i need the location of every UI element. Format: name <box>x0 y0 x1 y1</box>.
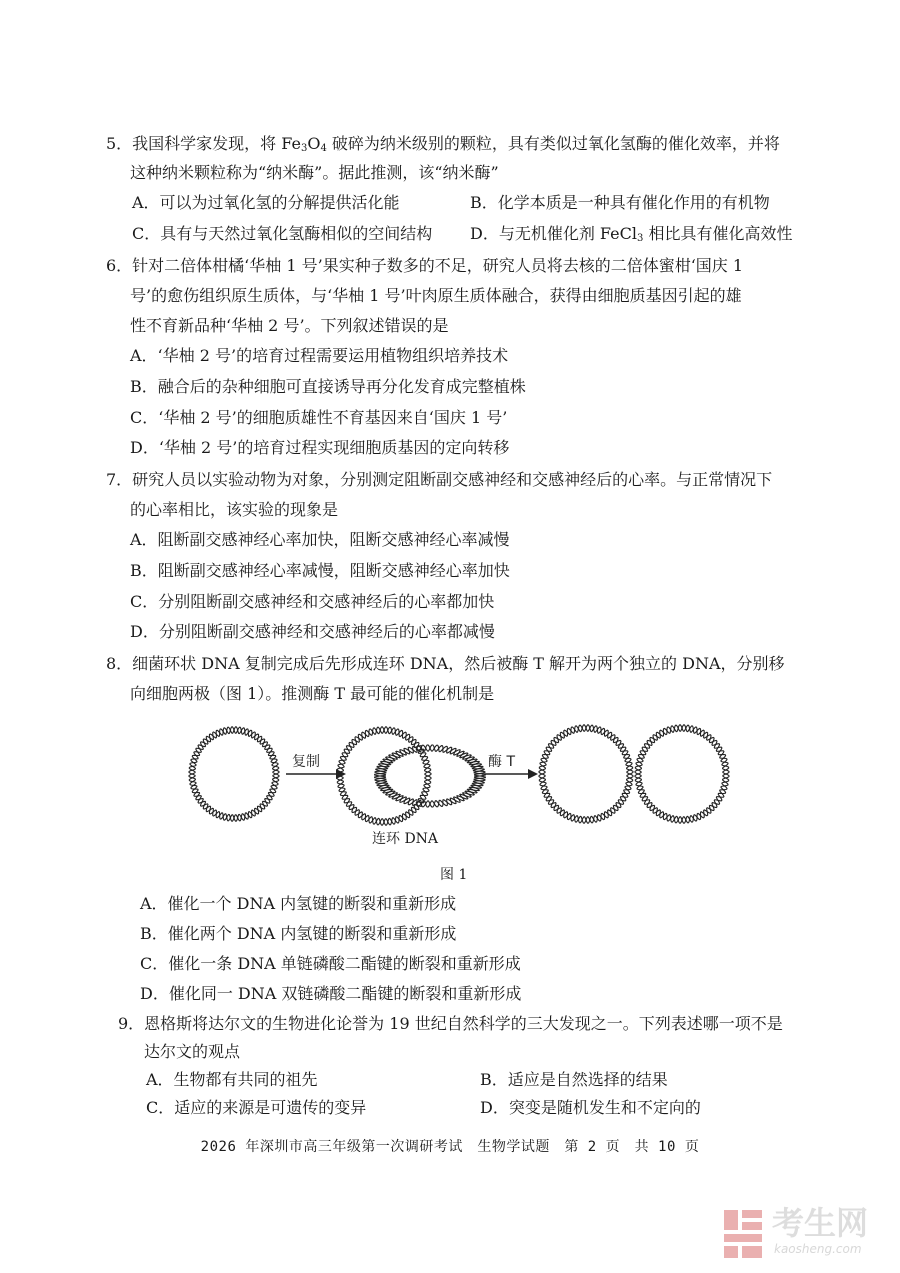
arrow-replication <box>286 769 346 779</box>
q6-stem-line1: 6．针对二倍体柑橘‘华柚 1 号’果实种子数多的不足，研究人员将去核的二倍体蜜柑‘国庆 1 <box>106 256 744 275</box>
q7-option-a: A．阻断副交感神经心率加快，阻断交感神经心率减慢 <box>130 530 510 549</box>
dna-ring-catenane-b <box>375 745 486 807</box>
figure-1-dna-diagram <box>180 714 740 864</box>
q9-option-c: C．适应的来源是可遗传的变异 <box>146 1098 367 1117</box>
q5-stem-line1: 5．我国科学家发现，将 $Fe_3O_4$ 破碎为纳米级别的颗粒，具有类似过氧化氢酶的催化效率，并将 <box>106 134 780 154</box>
q8-stem-line1: 8．细菌环状 DNA 复制完成后先形成连环 DNA，然后被酶 T 解开为两个独立的 DNA，分别移 <box>106 654 785 673</box>
q6-option-b: B．融合后的杂种细胞可直接诱导再分化发育成完整植株 <box>130 377 526 396</box>
q9-option-b: B．适应是自然选择的结果 <box>480 1070 668 1089</box>
arrow-enzyme-t <box>482 769 538 779</box>
q5-option-c: C．具有与天然过氧化氢酶相似的空间结构 <box>132 224 433 243</box>
q9-option-d: D．突变是随机发生和不定向的 <box>480 1098 701 1117</box>
q9-stem-line2: 达尔文的观点 <box>144 1042 241 1061</box>
q8-option-a: A．催化一个 DNA 内氢键的断裂和重新形成 <box>140 894 457 913</box>
q6-option-d: D．‘华柚 2 号’的培育过程实现细胞质基因的定向转移 <box>130 438 510 457</box>
q8-stem-line2: 向细胞两极（图 1）。推测酶 T 最可能的催化机制是 <box>130 684 495 703</box>
q5-option-d: D．与无机催化剂 FeCl$_3$ 相比具有催化高效性 <box>470 224 793 244</box>
arrow-replication-label: 复制 <box>292 754 320 770</box>
page-footer: 2026 年深圳市高三年级第一次调研考试 生物学试题 第 2 页 共 10 页 <box>200 1139 700 1155</box>
q7-stem-line2: 的心率相比，该实验的现象是 <box>130 500 339 519</box>
q5-stem-line2: 这种纳米颗粒称为“纳米酶”。据此推测，该“纳米酶” <box>130 163 499 182</box>
figure-caption: 图 1 <box>440 867 468 883</box>
q7-stem-line1: 7．研究人员以实验动物为对象，分别测定阻断副交感神经和交感神经后的心率。与正常情况下 <box>106 470 773 489</box>
arrow-enzyme-t-label: 酶 T <box>488 754 516 770</box>
q8-option-b: B．催化两个 DNA 内氢键的断裂和重新形成 <box>140 924 457 943</box>
q7-option-b: B．阻断副交感神经心率减慢，阻断交感神经心率加快 <box>130 561 510 580</box>
watermark-brand: 考生网 <box>772 1204 869 1242</box>
q9-stem-line1: 9．恩格斯将达尔文的生物进化论誉为 19 世纪自然科学的三大发现之一。下列表述哪一项不是 <box>118 1014 783 1033</box>
q7-option-d: D．分别阻断副交感神经和交感神经后的心率都减慢 <box>130 622 495 641</box>
q6-stem-line3: 性不育新品种‘华柚 2 号’。下列叙述错误的是 <box>130 316 449 335</box>
q6-option-a: A．‘华柚 2 号’的培育过程需要运用植物组织培养技术 <box>130 346 509 365</box>
q6-option-c: C．‘华柚 2 号’的细胞质雄性不育基因来自‘国庆 1 号’ <box>130 408 508 427</box>
dna-ring-separated-a <box>539 725 633 823</box>
q5-option-b: B．化学本质是一种具有催化作用的有机物 <box>470 193 770 212</box>
watermark-logo <box>722 1204 882 1264</box>
q5-option-a: A．可以为过氧化氢的分解提供活化能 <box>132 193 400 212</box>
watermark-emblem-icon <box>722 1208 766 1260</box>
q6-stem-line2: 号’的愈伤组织原生质体，与‘华柚 1 号’叶肉原生质体融合，获得由细胞质基因引起的雄 <box>130 286 742 305</box>
q8-option-d: D．催化同一 DNA 双链磷酸二酯键的断裂和重新形成 <box>140 984 522 1003</box>
dna-ring-separated-b <box>635 725 729 823</box>
q9-option-a: A．生物都有共同的祖先 <box>146 1070 318 1089</box>
q7-option-c: C．分别阻断副交感神经和交感神经后的心率都加快 <box>130 592 495 611</box>
dna-ring-catenane-a <box>337 727 431 825</box>
q8-option-c: C．催化一条 DNA 单链磷酸二酯键的断裂和重新形成 <box>140 954 521 973</box>
watermark-domain: kaosheng.com <box>774 1242 862 1256</box>
dna-ring-original <box>189 727 279 821</box>
catenane-dna-label: 连环 DNA <box>372 831 439 847</box>
